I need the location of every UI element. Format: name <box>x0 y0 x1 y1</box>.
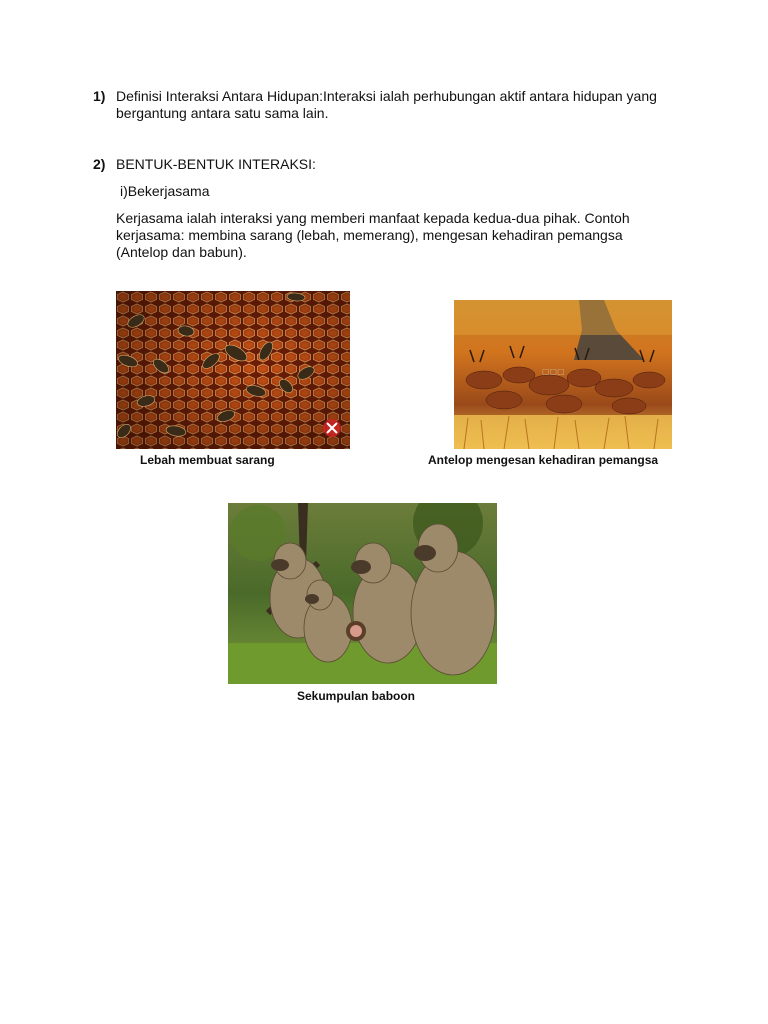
item-1-definition <box>116 88 676 122</box>
item-1-line-1: Definisi Interaksi Antara Hidupan:Interaksi ialah perhubungan aktif antara hidupan yang <box>116 88 657 104</box>
item-1-number: 1) <box>93 88 106 104</box>
item-1-line-2: bergantung antara satu sama lain. <box>116 105 329 121</box>
item-2-heading: BENTUK-BENTUK INTERAKSI: <box>116 156 316 172</box>
item-2-number: 2) <box>93 156 106 172</box>
figure-1-caption: Lebah membuat sarang <box>140 453 275 467</box>
paragraph-line-1: Kerjasama ialah interaksi yang memberi manfaat kepada kedua-dua pihak. Contoh <box>116 210 630 226</box>
item-2-paragraph <box>116 210 676 261</box>
figure-3-caption: Sekumpulan baboon <box>297 689 416 703</box>
baboon-group-photo <box>228 503 497 684</box>
antelope-herd-photo <box>454 300 672 449</box>
paragraph-line-3: (Antelop dan babun). <box>116 244 247 260</box>
item-2-subheading: i)Bekerjasama <box>120 183 210 199</box>
figure-2-caption: Antelop mengesan kehadiran pemangsa <box>428 453 659 467</box>
honeycomb-bees-photo <box>116 291 350 449</box>
svg-text:▢▢▢: ▢▢▢ <box>542 367 565 376</box>
paragraph-line-2: kerjasama: membina sarang (lebah, memerang), mengesan kehadiran pemangsa <box>116 227 623 243</box>
